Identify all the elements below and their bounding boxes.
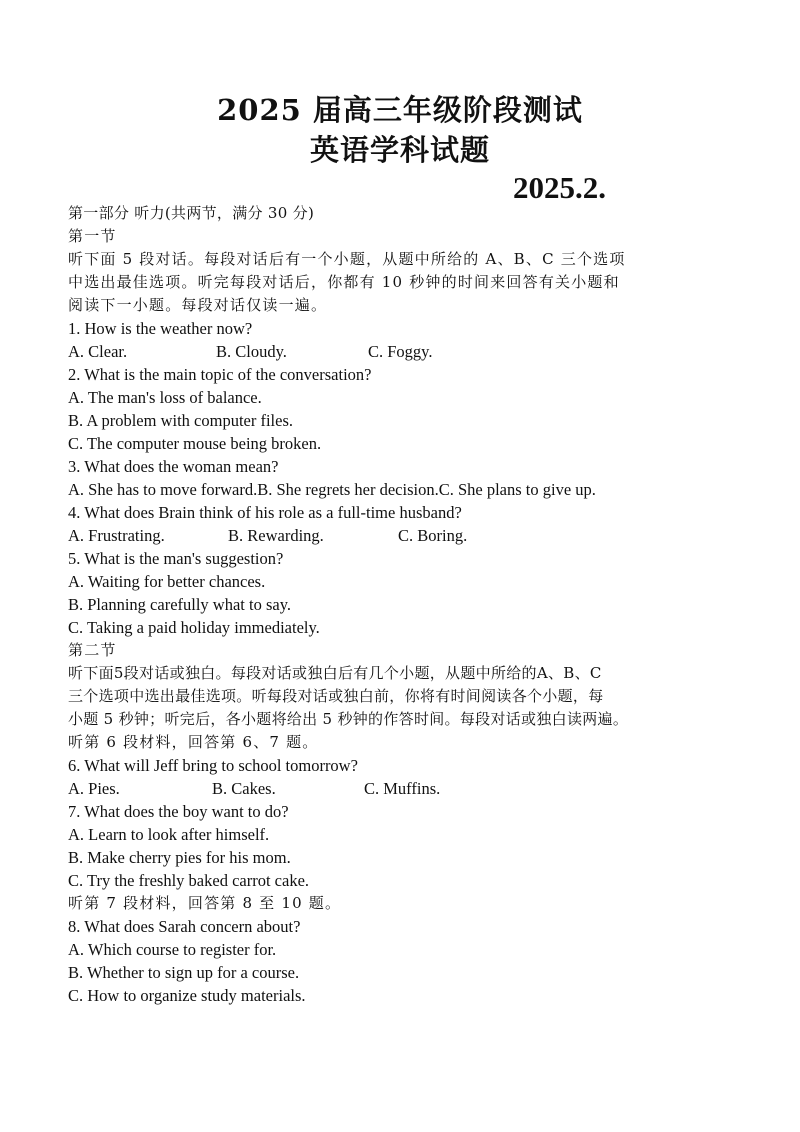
question-7-option-a: A. Learn to look after himself. (68, 825, 270, 844)
section1-instructions-line1: 听下面 5 段对话。每段对话后有一个小题，从题中所给的 A、B、C 三个选项 (68, 250, 626, 268)
question-1-options (68, 340, 748, 363)
question-5: 5. What is the man's suggestion? (68, 549, 284, 568)
question-8-option-b: B. Whether to sign up for a course. (68, 963, 300, 982)
question-7: 7. What does the boy want to do? (68, 802, 289, 821)
question-3-options: A. She has to move forward.B. She regrets her decision.C. She plans to give up. (68, 480, 596, 499)
question-3: 3. What does the woman mean? (68, 457, 279, 476)
question-8: 8. What does Sarah concern about? (68, 917, 301, 936)
exam-body (68, 202, 748, 1007)
question-4-options (68, 524, 748, 547)
question-8-option-a: A. Which course to register for. (68, 940, 277, 959)
exam-date: 2025.2. (513, 170, 606, 205)
question-7-option-b: B. Make cherry pies for his mom. (68, 848, 291, 867)
section2-instructions-line3: 小题 5 秒钟；听完后，各小题将给出 5 秒钟的作答时间。每段对话或独白读两遍。 (68, 710, 629, 728)
exam-title: 2025 届高三年级阶段测试 (217, 93, 583, 127)
question-6-options (68, 777, 748, 800)
question-2-option-b: B. A problem with computer files. (68, 411, 294, 430)
question-6-option-c: C. Muffins. (364, 779, 441, 798)
question-4-option-a: A. Frustrating. (68, 526, 165, 545)
question-6: 6. What will Jeff bring to school tomorrow? (68, 756, 358, 775)
question-5-option-b: B. Planning carefully what to say. (68, 595, 292, 614)
question-6-option-b: B. Cakes. (212, 779, 276, 798)
question-5-option-c: C. Taking a paid holiday immediately. (68, 618, 320, 637)
material-7-note: 听第 7 段材料，回答第 8 至 10 题。 (68, 894, 342, 912)
part1-heading: 第一部分 听力(共两节，满分 30 分) (68, 204, 315, 222)
question-4-option-c: C. Boring. (398, 526, 468, 545)
section2-label: 第二节 (68, 641, 117, 659)
question-1-option-b: B. Cloudy. (216, 342, 287, 361)
question-7-option-c: C. Try the freshly baked carrot cake. (68, 871, 310, 890)
question-5-option-a: A. Waiting for better chances. (68, 572, 266, 591)
section2-instructions-line2: 三个选项中选出最佳选项。听每段对话或独白前，你将有时间阅读各个小题，每 (68, 687, 604, 705)
question-2: 2. What is the main topic of the conversation? (68, 365, 372, 384)
section1-instructions-line2: 中选出最佳选项。听完每段对话后，你都有 10 秒钟的时间来回答有关小题和 (68, 273, 620, 291)
question-1: 1. How is the weather now? (68, 319, 253, 338)
exam-subject-title: 英语学科试题 (309, 133, 490, 167)
question-2-option-c: C. The computer mouse being broken. (68, 434, 322, 453)
question-2-option-a: A. The man's loss of balance. (68, 388, 262, 407)
question-8-option-c: C. How to organize study materials. (68, 986, 306, 1005)
material-6-note: 听第 6 段材料，回答第 6、7 题。 (68, 733, 319, 751)
question-1-option-c: C. Foggy. (368, 342, 433, 361)
question-4-option-b: B. Rewarding. (228, 526, 324, 545)
question-4: 4. What does Brain think of his role as a full-time husband? (68, 503, 462, 522)
section1-instructions-line3: 阅读下一小题。每段对话仅读一遍。 (68, 296, 328, 314)
question-6-option-a: A. Pies. (68, 779, 120, 798)
question-1-option-a: A. Clear. (68, 342, 128, 361)
section2-instructions-line1: 听下面5段对话或独白。每段对话或独白后有几个小题，从题中所给的A、B、C (68, 664, 602, 682)
section1-label: 第一节 (68, 227, 117, 245)
